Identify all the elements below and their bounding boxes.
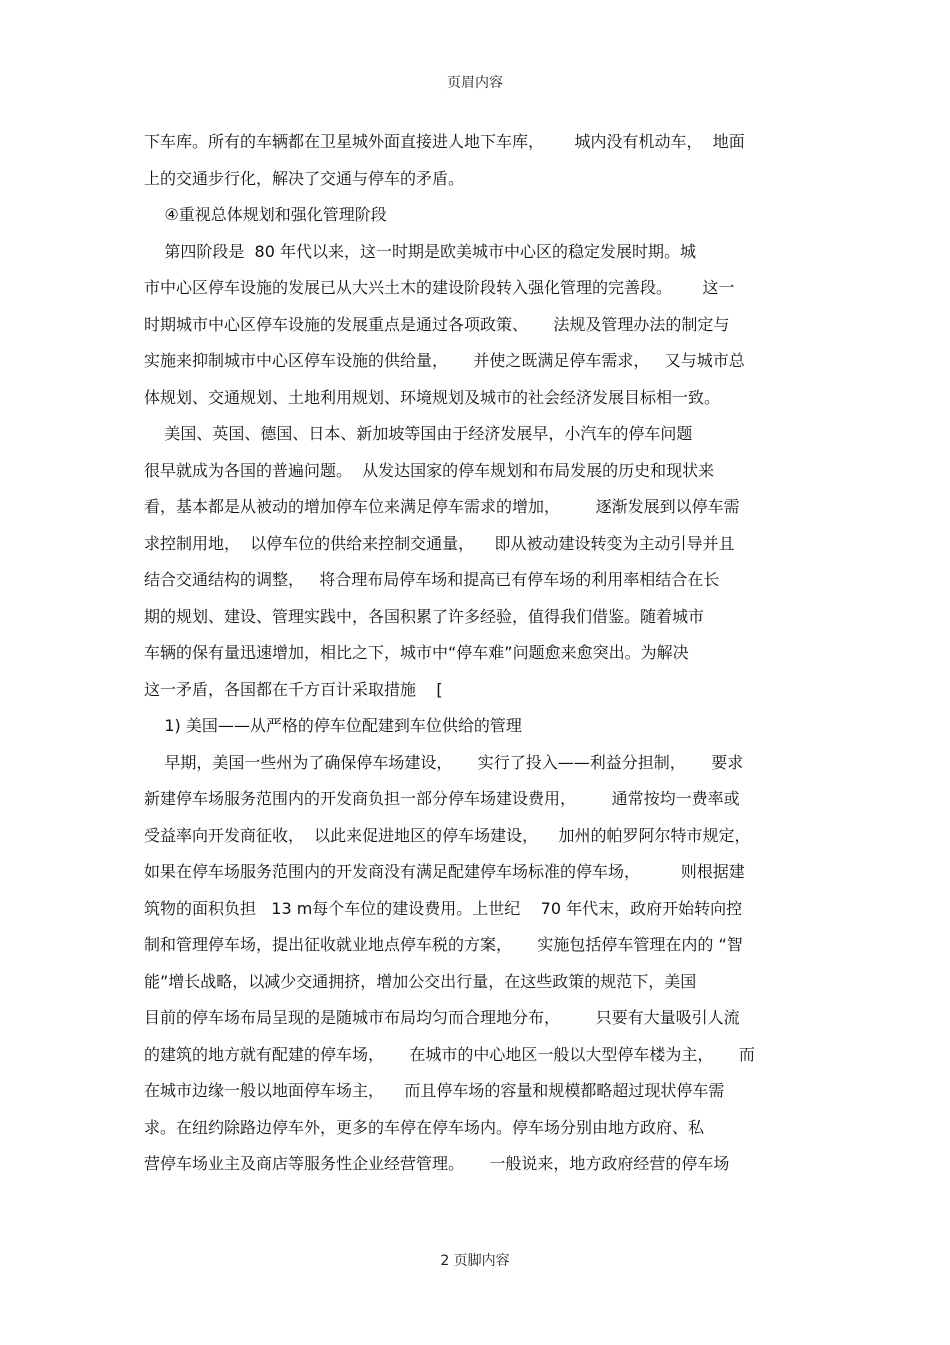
body-text [144, 124, 806, 1183]
text-line: 能”增长战略，以减少交通拥挤，增加公交出行量，在这些政策的规范下，美国 [144, 971, 697, 991]
text-line: 实施来抑制城市中心区停车设施的供给量， 并使之既满足停车需求， 又与城市总 [144, 351, 745, 370]
text-line: 如果在停车场服务范围内的开发商没有满足配建停车场标准的停车场， 则根据建 [144, 862, 745, 881]
text-line: 第四阶段是 80 年代以来，这一时期是欧美城市中心区的稳定发展时期。城 [144, 241, 696, 261]
text-line: 营停车场业主及商店等服务性企业经营管理。 一般说来，地方政府经营的停车场 [144, 1154, 730, 1173]
text-line: 期的规划、建设、管理实践中，各国积累了许多经验，值得我们借鉴。随着城市 [144, 606, 705, 626]
text-line: 体规划、交通规划、土地利用规划、环境规划及城市的社会经济发展目标相一致。 [144, 387, 721, 407]
text-line: 这一矛盾，各国都在千方百计采取措施 [ [144, 679, 443, 699]
text-line: 受益率向开发商征收， 以此来促进地区的停车场建设， 加州的帕罗阿尔特市规定， [144, 825, 751, 845]
text-line: 求控制用地， 以停车位的供给来控制交通量， 即从被动建设转变为主动引导并且 [144, 533, 735, 553]
text-line: 目前的停车场布局呈现的是随城市布局均匀而合理地分布， 只要有大量吸引人流 [144, 1008, 740, 1027]
text-line: 在城市边缘一般以地面停车场主， 而且停车场的容量和规模都略超过现状停车需 [144, 1081, 725, 1100]
text-line: 制和管理停车场，提出征收就业地点停车税的方案， 实施包括停车管理在内的 “智 [144, 935, 743, 954]
text-line: 美国、英国、德国、日本、新加坡等国由于经济发展早，小汽车的停车问题 [144, 424, 693, 443]
page-footer: 2 页脚内容 [440, 1253, 510, 1269]
text-line: 很早就成为各国的普遍问题。 从发达国家的停车规划和布局发展的历史和现状来 [144, 460, 715, 480]
text-line: 求。在纽约除路边停车外，更多的车停在停车场内。停车场分别由地方政府、私 [144, 1117, 705, 1137]
text-line: 时期城市中心区停车设施的发展重点是通过各项政策、 法规及管理办法的制定与 [144, 314, 730, 334]
text-line: 车辆的保有量迅速增加，相比之下，城市中“停车难”问题愈来愈突出。为解决 [144, 643, 689, 662]
text-line: 结合交通结构的调整， 将合理布局停车场和提高已有停车场的利用率相结合在长 [144, 570, 720, 589]
text-line: 看，基本都是从被动的增加停车位来满足停车需求的增加， 逐渐发展到以停车需 [144, 497, 740, 516]
text-line: ④重视总体规划和强化管理阶段 [144, 205, 387, 224]
page-header: 页眉内容 [447, 75, 503, 91]
text-line: 1) 美国——从严格的停车位配建到车位供给的管理 [144, 716, 522, 735]
text-line: 早期，美国一些州为了确保停车场建设， 实行了投入——利益分担制， 要求 [144, 752, 744, 772]
text-line: 上的交通步行化，解决了交通与停车的矛盾。 [144, 168, 465, 188]
text-line: 筑物的面积负担 13 m每个车位的建设费用。上世纪 70 年代末，政府开始转向控 [144, 898, 743, 918]
text-line: 新建停车场服务范围内的开发商负担一部分停车场建设费用， 通常按均一费率或 [144, 789, 740, 808]
text-line: 市中心区停车设施的发展已从大兴土木的建设阶段转入强化管理的完善段。 这一 [144, 278, 735, 297]
text-line: 下车库。所有的车辆都在卫星城外面直接进人地下车库， 城内没有机动车， 地面 [144, 132, 745, 151]
text-line: 的建筑的地方就有配建的停车场， 在城市的中心地区一般以大型停车楼为主， 而 [144, 1044, 755, 1064]
